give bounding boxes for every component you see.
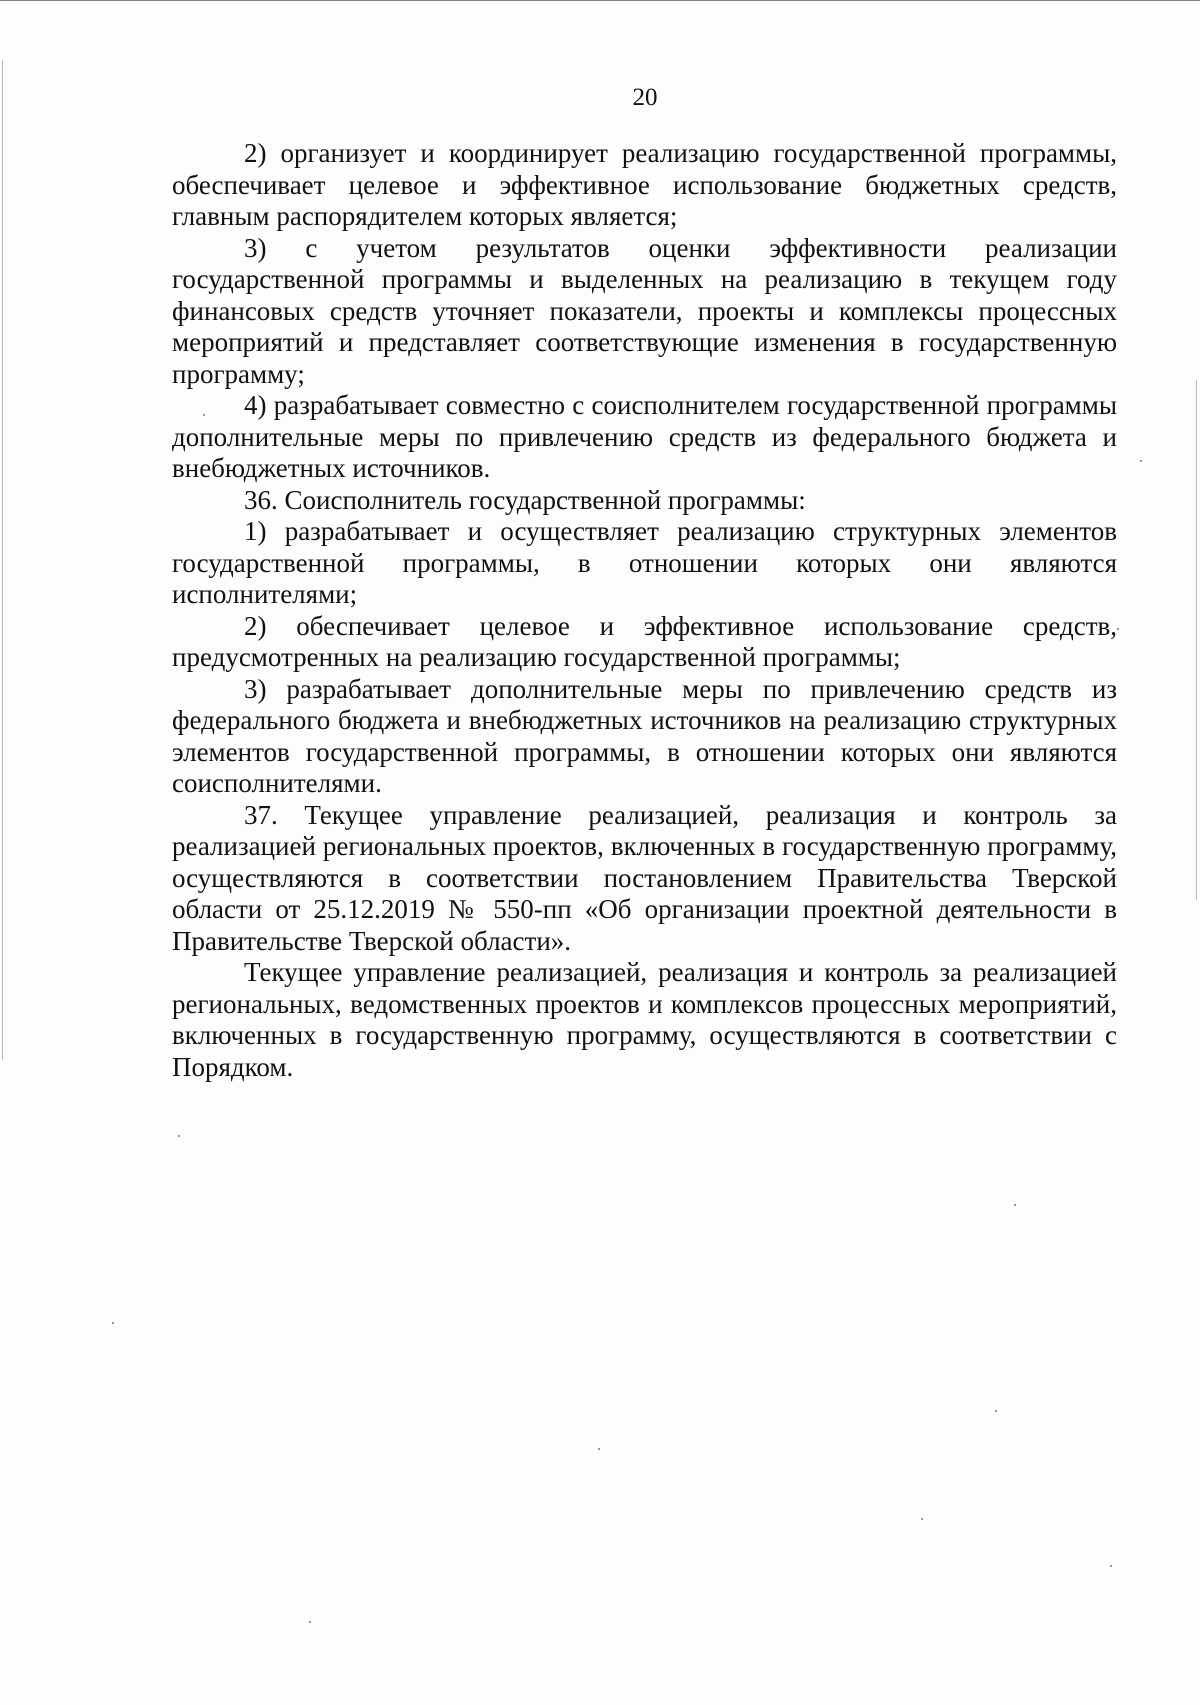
paragraph-36-2: 2) обеспечивает целевое и эффективное использование средств, предусмотренных на реализацию государственной программы; xyxy=(172,610,1117,672)
scan-speck xyxy=(178,1135,180,1137)
scan-speck xyxy=(1117,628,1119,630)
scan-speck xyxy=(1140,460,1142,462)
scan-speck xyxy=(112,1322,114,1324)
paragraph-4-develops-measures: 4) разрабатывает совместно с соисполнителем государственной программы дополнительные меры по привлечению средств из федерального бюджета и внебюджетных источников. xyxy=(172,390,1117,483)
paragraph-37: 37. Текущее управление реализацией, реализация и контроль за реализацией региональных проектов, включенных в государственную программу, осуществляются в соответствии постановлением Правительства Тверской области от 25.12.2019 № 550-пп «Об организации проектной деятельности в Правительстве Тверской области». xyxy=(172,799,1117,956)
document-body xyxy=(172,138,1117,1083)
scan-right-edge xyxy=(1196,380,1197,900)
scan-speck xyxy=(1110,1565,1112,1567)
scan-speck xyxy=(1014,1204,1016,1206)
scan-top-edge xyxy=(0,0,1200,1)
paragraph-36-heading: 36. Соисполнитель государственной программы: xyxy=(244,484,806,515)
scan-speck xyxy=(598,1448,600,1450)
scan-left-edge xyxy=(2,60,3,1060)
paragraph-36-3: 3) разрабатывает дополнительные меры по привлечению средств из федерального бюджета и внебюджетных источников на реализацию структурных элементов государственной программы, в отношении которых они являются соисполнителями. xyxy=(172,673,1117,798)
scan-speck xyxy=(995,1410,997,1412)
scan-speck xyxy=(921,1518,923,1520)
paragraph-2-organizes: 2) организует и координирует реализацию государственной программы, обеспечивает целевое и эффективное использование бюджетных средств, главным распорядителем которых является; xyxy=(172,138,1117,231)
paragraph-36-1: 1) разрабатывает и осуществляет реализацию структурных элементов государственной программы, в отношении которых они являются исполнителями; xyxy=(172,516,1117,609)
paragraph-3-clarifies-indicators: 3) с учетом результатов оценки эффективности реализации государственной программы и выделенных на реализацию в текущем году финансовых средств уточняет показатели, проекты и комплексы процессных мероприятий и представляет соответствующие изменения в государственную программу; xyxy=(172,232,1117,389)
scan-speck xyxy=(309,1621,311,1623)
paragraph-current-management: Текущее управление реализацией, реализация и контроль за реализацией региональных, ведомственных проектов и комплексов процессных мероприятий, включенных в государственную программу, осуществляются в соответствии с Порядком. xyxy=(172,957,1117,1082)
page-number: 20 xyxy=(632,84,658,111)
